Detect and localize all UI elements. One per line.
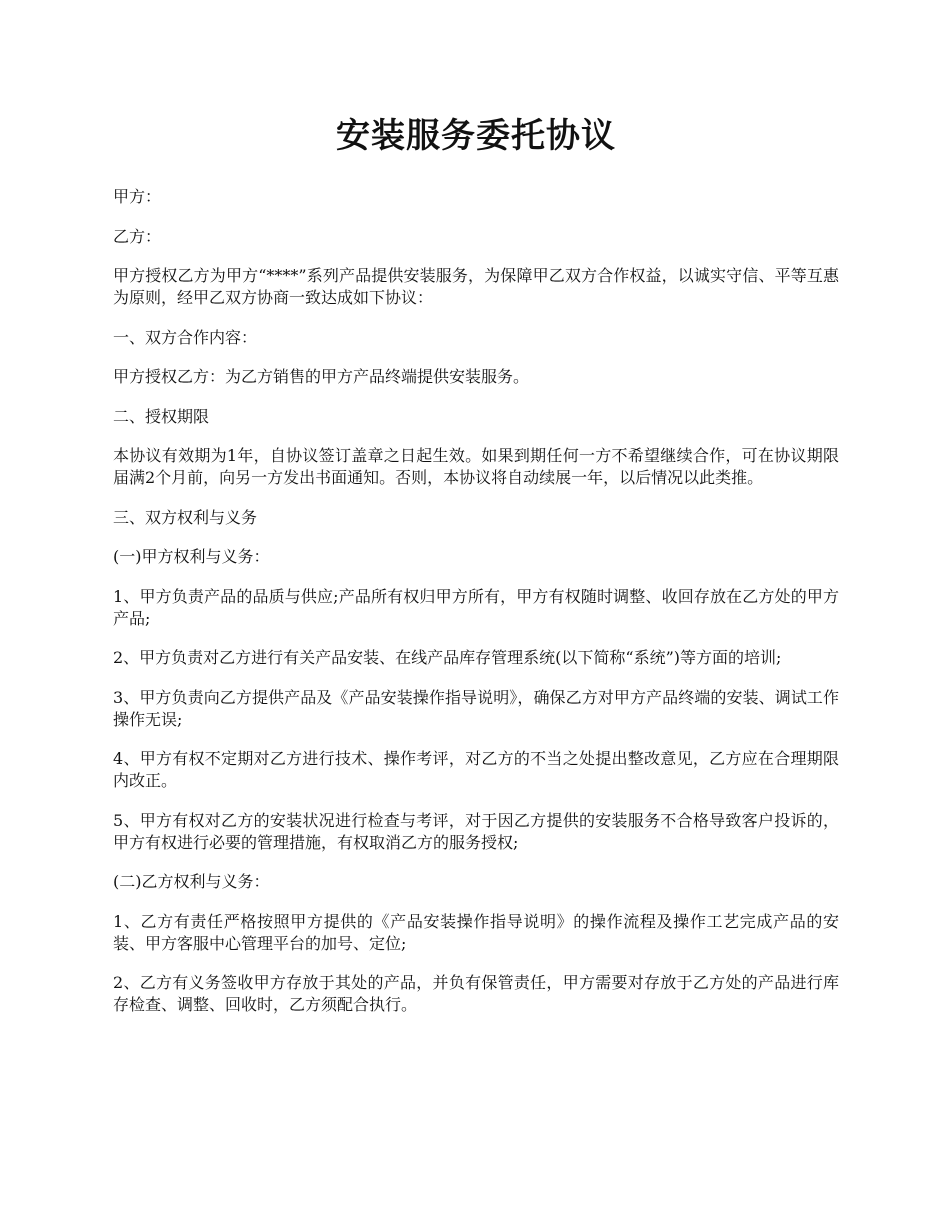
document-title: 安装服务委托协议: [336, 116, 616, 156]
party-a-line: 甲方：: [113, 187, 162, 206]
subsection-heading-party-a: (一)甲方权利与义务：: [113, 547, 270, 566]
party-a-clause-1: 1、甲方负责产品的品质与供应;产品所有权归甲方所有，甲方有权随时调整、收回存放在乙方处的甲方产品;: [113, 586, 839, 628]
section-heading-cooperation: 一、双方合作内容：: [113, 327, 258, 347]
section-heading-rights: 三、双方权利与义务: [113, 507, 258, 527]
document-body: [113, 108, 839, 1034]
party-b-clause-1: 1、乙方有责任严格按照甲方提供的《产品安装操作指导说明》的操作流程及操作工艺完成产品的安装、甲方客服中心管理平台的加号、定位;: [113, 911, 839, 953]
section-heading-term: 二、授权期限: [113, 406, 210, 426]
term-paragraph: 本协议有效期为1年，自协议签订盖章之日起生效。如果到期任何一方不希望继续合作，可在协议期限届满2个月前，向另一方发出书面通知。否则，本协议将自动续展一年，以后情况以此类推。: [113, 446, 839, 487]
party-a-clause-5: 5、甲方有权对乙方的安装状况进行检查与考评，对于因乙方提供的安装服务不合格导致客户投诉的，甲方有权进行必要的管理措施，有权取消乙方的服务授权;: [113, 810, 839, 852]
party-a-clause-4: 4、甲方有权不定期对乙方进行技术、操作考评，对乙方的不当之处提出整改意见，乙方应在合理期限内改正。: [113, 749, 839, 790]
party-a-clause-2: 2、甲方负责对乙方进行有关产品安装、在线产品库存管理系统(以下简称“系统”)等方面的培训;: [113, 648, 782, 667]
subsection-heading-party-b: (二)乙方权利与义务：: [113, 872, 270, 891]
preamble-paragraph: 甲方授权乙方为甲方“****”系列产品提供安装服务，为保障甲乙双方合作权益，以诚实守信、平等互惠为原则，经甲乙双方协商一致达成如下协议：: [113, 266, 839, 307]
party-b-line: 乙方：: [113, 226, 162, 246]
party-b-clause-2: 2、乙方有义务签收甲方存放于其处的产品，并负有保管责任，甲方需要对存放于乙方处的产品进行库存检查、调整、回收时，乙方须配合执行。: [113, 973, 839, 1014]
cooperation-paragraph: 甲方授权乙方：为乙方销售的甲方产品终端提供安装服务。: [113, 367, 530, 386]
party-a-clause-3: 3、甲方负责向乙方提供产品及《产品安装操作指导说明》，确保乙方对甲方产品终端的安装、调试工作操作无误;: [113, 687, 839, 729]
